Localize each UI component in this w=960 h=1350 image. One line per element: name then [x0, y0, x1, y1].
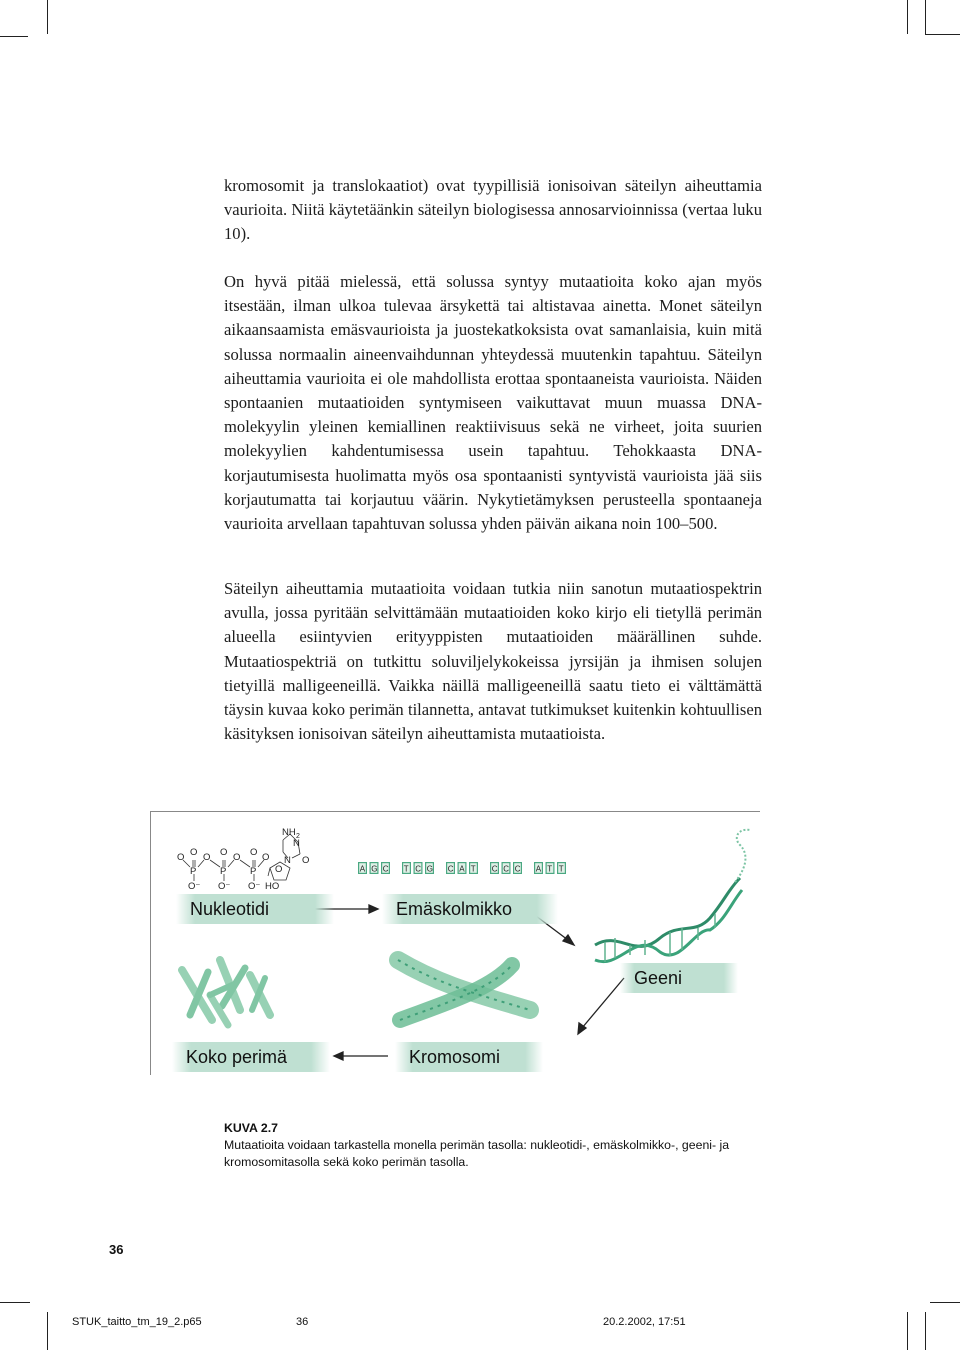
crop-mark [925, 1312, 926, 1350]
base-letter: T [470, 864, 476, 874]
base-letter: C [491, 864, 498, 874]
arrow-head [369, 905, 378, 913]
svg-text:O⁻: O⁻ [188, 881, 201, 892]
crop-mark [930, 1302, 960, 1303]
base-letter: C [514, 864, 521, 874]
svg-text:O⁻: O⁻ [248, 881, 261, 892]
figure-illustration [150, 810, 760, 1075]
figure-caption [224, 1120, 764, 1171]
body-paragraph: On hyvä pitää mielessä, että solussa syntyy mutaatioita koko ajan myös itsestään, ilman ulkoa tulevaa ärsykettä tai altistavaa ainetta. Monet säteilyn aikaansaamista emäsvaurioista ja juostekatkoksista ovat samanlaisia, kuin mitä solussa normaalin aineenvaihdunnan yhteydessä muutenkin tapahtuu. Säteilyn aiheuttamia vaurioita ei ole mahdollista erottaa spontaaneista vaurioista. Näiden spontaanien mutaatioiden syntymiseen vaikuttavat muun muassa DNA-molekyylin yleinen kemiallinen reaktiivisuus sekä ne virheet, joita suurien molekyylien kahdentumisessa usein tapahtuu. Tehokkaasta DNA-korjautumisesta huolimatta myös osa spontaanisti syntyvistä vaurioista jää siis korjautumatta tai korjautuu väärin. Nykytietämyksen perusteella spontaaneja vaurioita arvellaan tapahtuvan solussa yhden päivän aikana noin 100–500. [224, 272, 762, 534]
svg-text:P: P [190, 866, 197, 877]
arrow [582, 978, 624, 1028]
svg-text:O: O [302, 855, 310, 866]
base-letter: G [426, 864, 434, 874]
page-number: 36 [109, 1242, 124, 1257]
svg-text:O: O [190, 847, 198, 858]
svg-text:O: O [220, 847, 228, 858]
base-letter: C [503, 864, 510, 874]
svg-text:O: O [177, 852, 185, 863]
genome-chromosomes-graphic [182, 960, 270, 1025]
nucleotide-atom-labels [177, 827, 309, 892]
svg-text:O: O [275, 864, 283, 875]
crop-mark [925, 0, 926, 34]
crop-mark [907, 1312, 908, 1350]
slug-filename: STUK_taitto_tm_19_2.p65 [72, 1316, 202, 1328]
crop-mark [925, 34, 960, 35]
base-letter: A [359, 864, 366, 874]
crop-mark [0, 1302, 30, 1303]
base-letter: T [547, 864, 553, 874]
svg-text:P: P [250, 866, 257, 877]
body-paragraph: kromosomit ja translokaatiot) ovat tyypillisiä ionisoivan säteilyn aiheuttamia vaurioita. Niitä käytetäänkin säteilyn biologisessa annosarvioinnissa (vertaa luku 10). [224, 176, 762, 244]
arrow-head [334, 1052, 343, 1060]
caption-title: KUVA 2.7 [224, 1121, 278, 1135]
base-letter: C [415, 864, 422, 874]
label-emaskolmikko: Emäskolmikko [382, 894, 558, 924]
label-kromosomi: Kromosomi [395, 1042, 543, 1072]
crop-mark [47, 0, 48, 34]
chromosome-graphic [398, 960, 530, 1020]
dna-helix-graphic [595, 830, 750, 962]
svg-text:N: N [293, 838, 300, 849]
label-nukleotidi: Nukleotidi [176, 894, 334, 924]
svg-text:N: N [284, 855, 291, 866]
slug-page: 36 [296, 1316, 309, 1328]
label-geeni: Geeni [620, 963, 738, 993]
base-letter: A [535, 864, 542, 874]
crop-mark [907, 0, 908, 34]
label-koko-perima: Koko perimä [172, 1042, 330, 1072]
arrow-head [563, 935, 574, 945]
mutation-levels-figure [150, 810, 760, 1075]
base-letter: T [558, 864, 564, 874]
nucleotide-structure [183, 834, 300, 881]
base-letter: G [371, 864, 378, 874]
base-triplets [358, 862, 566, 874]
crop-mark [0, 36, 28, 37]
svg-text:2: 2 [296, 833, 300, 840]
base-letter: T [403, 864, 409, 874]
body-paragraph: Säteilyn aiheuttamia mutaatioita voidaan tutkia niin sanotun mutaatiospektrin avulla, jossa pyritään selvittämään mutaatioiden koko kirjo eli tietyllä perimän alueella esiintyvien erityyppisten mutaatioiden määrällinen suhde. Mutaatiospektriä on tutkittu soluviljelykokeissa jyrsijän ja ihmisen solujen tietyillä malligeeneillä. Vaikka näillä malligeeneillä saatu tieto ei välttämättä täysin kuvaa koko perimän tilannetta, antavat tutkimukset kuitenkin kohtuullisen käsityksen ionisoivan säteilyn aiheuttamista mutaatioista. [224, 579, 762, 744]
caption-text: Mutaatioita voidaan tarkastella monella perimän tasolla: nukleotidi-, emäskolmikko-, geeni- ja kromosomitasolla sekä koko perimän tasolla. [224, 1138, 730, 1169]
svg-text:O: O [233, 852, 241, 863]
svg-text:O: O [203, 852, 211, 863]
svg-text:O: O [262, 852, 270, 863]
svg-text:NH: NH [282, 827, 296, 838]
svg-text:P: P [220, 866, 227, 877]
base-letter: C [447, 864, 454, 874]
base-letter: A [459, 864, 465, 874]
base-letter: C [382, 864, 389, 874]
svg-text:O⁻: O⁻ [218, 881, 231, 892]
svg-text:O: O [250, 847, 258, 858]
svg-text:HO: HO [265, 881, 280, 892]
crop-mark [47, 1312, 48, 1350]
slug-datetime: 20.2.2002, 17:51 [603, 1316, 686, 1328]
